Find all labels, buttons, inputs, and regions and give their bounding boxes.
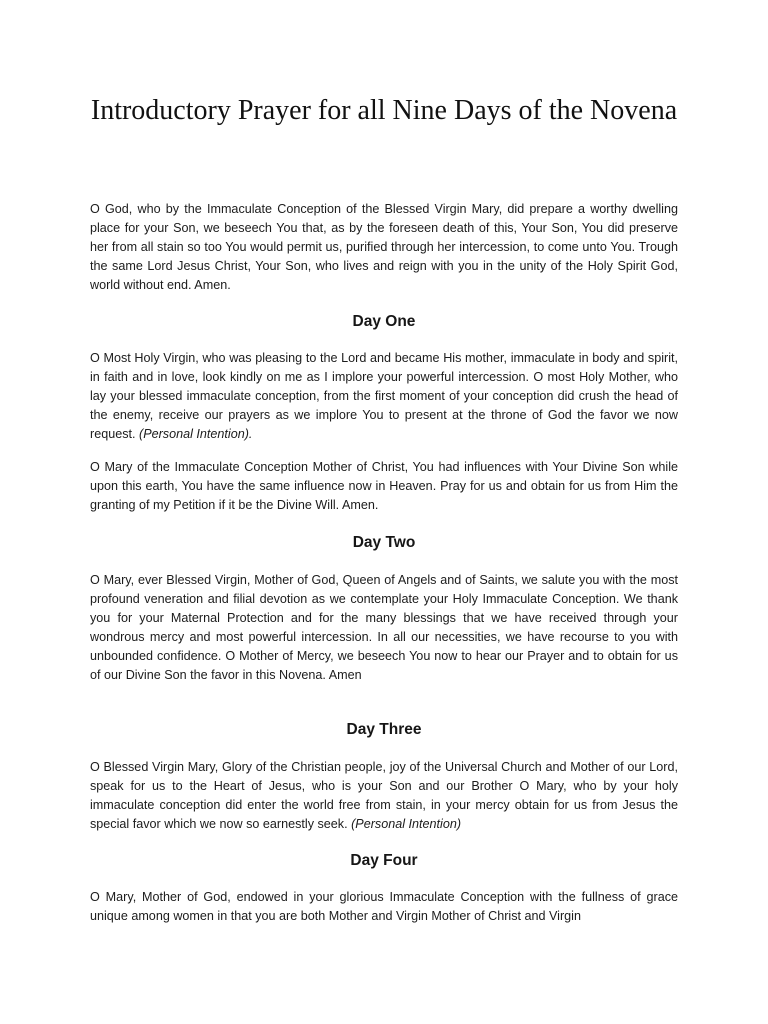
day-four-prayer: O Mary, Mother of God, endowed in your glorious Immaculate Conception with the fullness of grace unique among women in that you are both Mother and Virgin Mother of Christ and Virgin <box>90 890 678 923</box>
day-one-prayer-2: O Mary of the Immaculate Conception Mother of Christ, You had influences with Your Divine Son while upon this earth, You have the same influence now in Heaven. Pray for us and obtain for us from Him the granting of my Petition if it be the Divine Will. Amen. <box>90 460 678 512</box>
day-three-heading: Day Three <box>346 721 422 738</box>
day-one-intention: (Personal Intention). <box>139 427 253 441</box>
day-three-intention: (Personal Intention) <box>351 817 462 831</box>
day-three-prayer <box>90 758 678 834</box>
day-one-prayer-1 <box>90 349 678 444</box>
page-title: Introductory Prayer for all Nine Days of the Novena <box>90 95 678 126</box>
day-one-prayer-1-text: O Most Holy Virgin, who was pleasing to the Lord and became His mother, immaculate in body and spirit, in faith and in love, look kindly on me as I implore your powerful intercession. O most Holy Mother, who lay your blessed immaculate conception, from the first moment of your conception did crush the head of the enemy, receive our prayers as we implore You to present at the throne of God the favor we now request. <box>90 351 678 441</box>
day-two-heading: Day Two <box>352 534 416 551</box>
day-four-heading: Day Four <box>350 852 418 869</box>
day-one-heading: Day One <box>352 313 416 330</box>
day-three-prayer-text: O Blessed Virgin Mary, Glory of the Christian people, joy of the Universal Church and Mother of our Lord, speak for us to the Heart of Jesus, who is your Son and our Brother O Mary, who by your holy immaculate conception did enter the world free from stain, in your mercy obtain for us from Jesus the special favor which we now so earnestly seek. <box>90 760 678 831</box>
intro-prayer: O God, who by the Immaculate Conception of the Blessed Virgin Mary, did prepare a worthy dwelling place for your Son, we beseech You that, as by the foreseen death of this, Your Son, You did preserve her from all stain so too You would permit us, purified through her intercession, to come unto You. Trough the same Lord Jesus Christ, Your Son, who lives and reign with you in the unity of the Holy Spirit God, world without end. Amen. <box>90 202 678 292</box>
day-two-prayer: O Mary, ever Blessed Virgin, Mother of God, Queen of Angels and of Saints, we salute you with the most profound veneration and filial devotion as we contemplate your Holy Immaculate Conception. We thank you for your Maternal Protection and for the many blessings that we have received through your wondrous mercy and most powerful intercession. In all our necessities, we have recourse to you with unbounded confidence. O Mother of Mercy, we beseech You now to hear our Prayer and to obtain for us of our Divine Son the favor in this Novena. Amen <box>90 573 678 682</box>
